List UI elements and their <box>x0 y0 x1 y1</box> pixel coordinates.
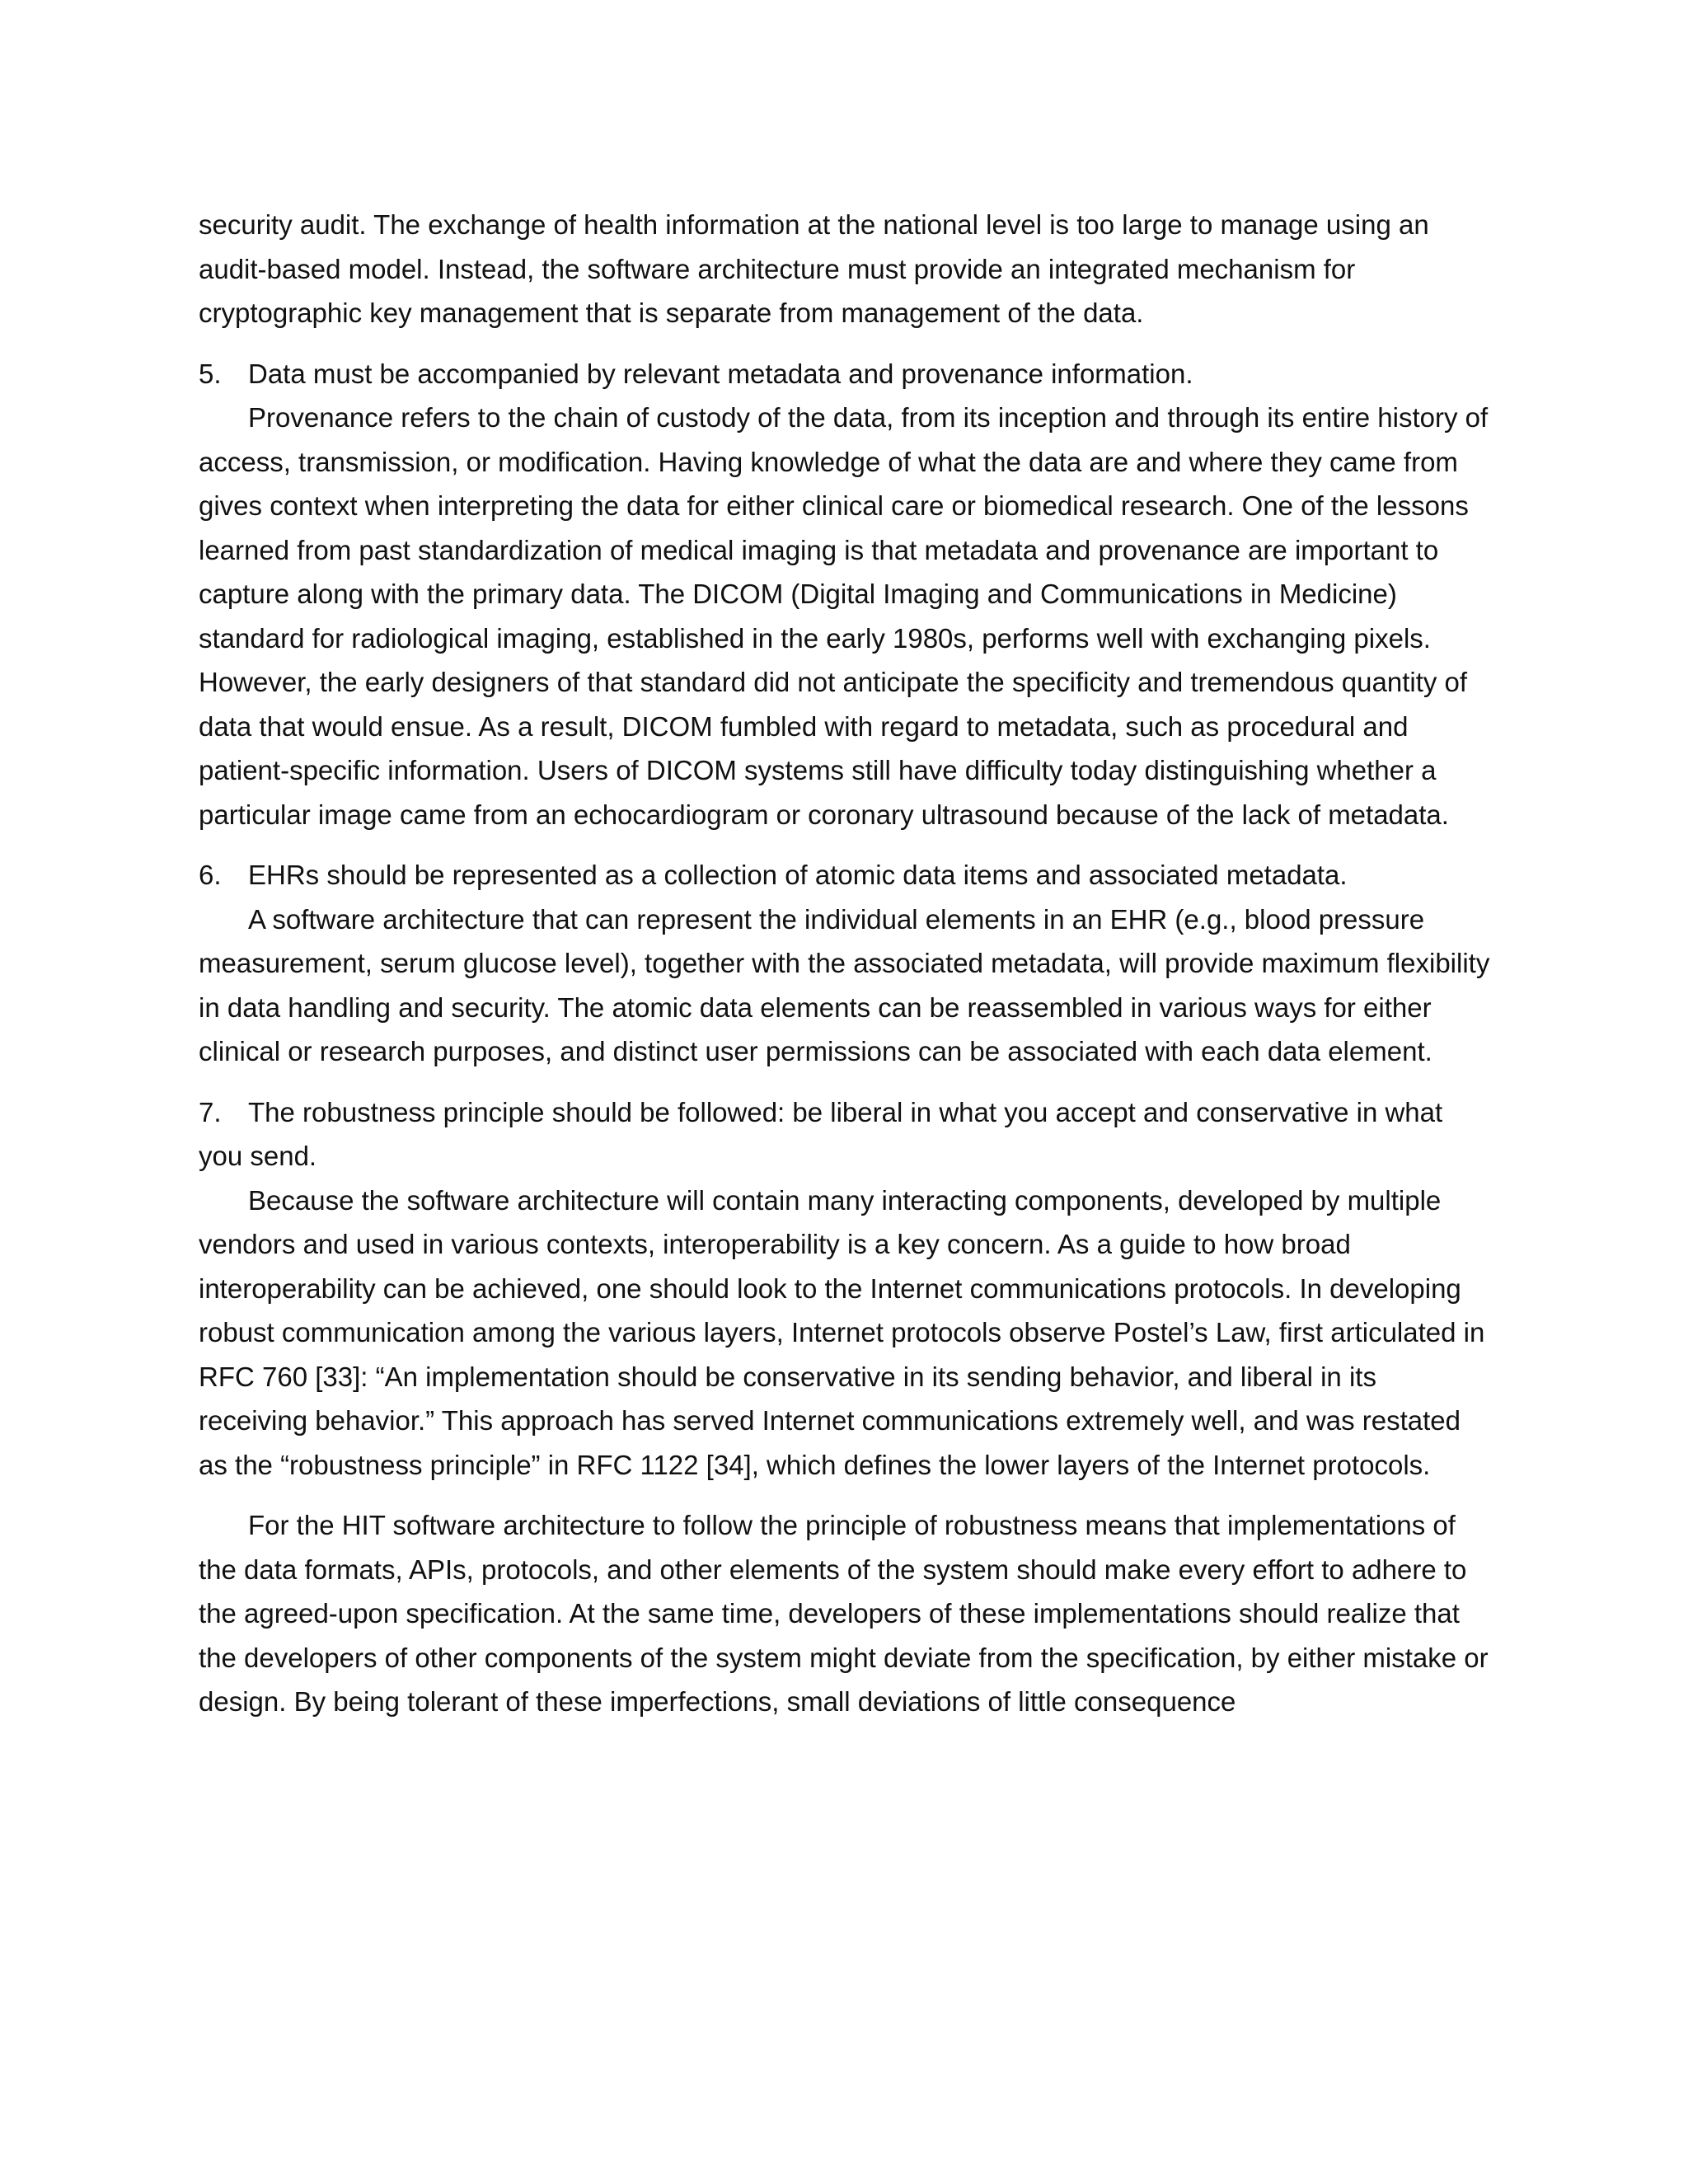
paragraph-provenance: Provenance refers to the chain of custody of the data, from its inception and through its entire history of access, transmission, or modification. Having knowledge of what the data are and where they came from gives context when interpreting the data for either clinical care or biomedical research. One of the lessons learned from past standardization of medical imaging is that metadata and provenance are important to capture along with the primary data. The DICOM (Digital Imaging and Communications in Medicine) standard for radiological imaging, established in the early 1980s, performs well with exchanging pixels. However, the early designers of that standard did not anticipate the specificity and tremendous quantity of data that would ensue. As a result, DICOM fumbled with regard to metadata, such as procedural and patient-specific information. Users of DICOM systems still have difficulty today distinguishing whether a particular image came from an echocardiogram or coronary ultrasound because of the lack of metadata. <box>199 402 1489 830</box>
list-number: 7. <box>199 1096 222 1127</box>
list-item-text: Data must be accompanied by relevant metadata and provenance information. <box>248 358 1193 389</box>
paragraph-continuation: security audit. The exchange of health information at the national level is too large to manage using an audit-based model. Instead, the software architecture must provide an integrated mechanism for cryptographic key management that is separate from management of the data. <box>199 209 1429 328</box>
list-item-7 <box>199 1090 1491 1179</box>
list-item-text: EHRs should be represented as a collection of atomic data items and associated metadata. <box>248 860 1348 890</box>
paragraph-robustness: For the HIT software architecture to follow the principle of robustness means that implementations of the data formats, APIs, protocols, and other elements of the system should make every effort to adhere to the agreed-upon specification. At the same time, developers of these implementations should realize that the developers of other components of the system might deviate from the specification, by either mistake or design. By being tolerant of these imperfections, small deviations of little consequence <box>199 1510 1489 1717</box>
list-item-6 <box>199 853 1491 898</box>
paragraph-atomic-data: A software architecture that can represent the individual elements in an EHR (e.g., blood pressure measurement, serum glucose level), together with the associated metadata, will provide maximum flexibility in data handling and security. The atomic data elements can be reassembled in various ways for either clinical or research purposes, and distinct user permissions can be associated with each data element. <box>199 903 1490 1066</box>
list-number: 5. <box>199 358 222 389</box>
list-item-5 <box>199 352 1491 396</box>
list-item-text: The robustness principle should be followed: be liberal in what you accept and conservative in what you send. <box>199 1096 1443 1171</box>
document-body <box>199 203 1491 1741</box>
paragraph-interoperability: Because the software architecture will contain many interacting components, developed by multiple vendors and used in various contexts, interoperability is a key concern. As a guide to how broad interoperability can be achieved, one should look to the Internet communications protocols. In developing robust communication among the various layers, Internet protocols observe Postel’s Law, first articulated in RFC 760 [33]: “An implementation should be conservative in its sending behavior, and liberal in its receiving behavior.” This approach has served Internet communications extremely well, and was restated as the “robustness principle” in RFC 1122 [34], which defines the lower layers of the Internet protocols. <box>199 1184 1485 1480</box>
list-number: 6. <box>199 860 222 890</box>
